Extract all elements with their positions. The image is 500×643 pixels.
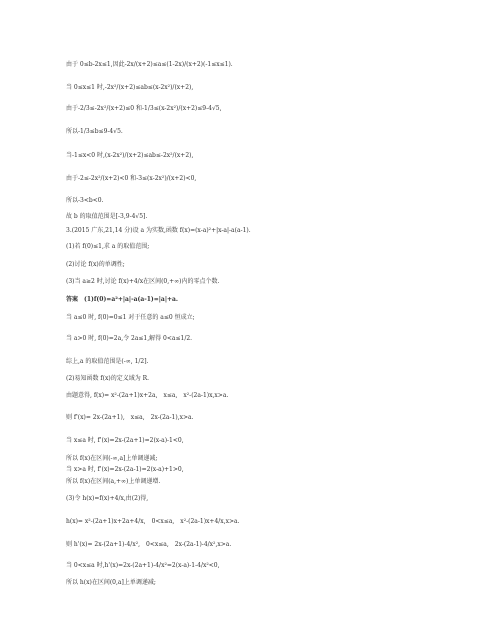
text-line-7: 所以-3<b<0. [66, 197, 104, 204]
text-line-17: (2)易知函数 f(x)的定义域为 R. [66, 375, 150, 382]
piecewise-h-derivative: 则 h'(x)= 2x-(2a+1)-4/x², 0<x≤a, 2x-(2a-1)-4/x²,x>a. [66, 541, 232, 548]
text-line-28: 所以 h(x)在区间(0,a]上单调递减; [66, 579, 156, 586]
piecewise-h: h(x)= x²-(2a+1)x+2a+4/x, 0<x≤a, x²-(2a-1)x+4/x,x>a. [66, 518, 240, 525]
text-line-5: 当-1≤x<0 时,(x-2x²)/(x+2)≤ab≤-2x²/(x+2), [66, 152, 194, 159]
text-line-16: 综上,a 的取值范围是(-∞, 1/2]. [66, 358, 149, 365]
text-line-6: 由于-2≤-2x²/(x+2)<0 和-3≤(x-2x²)/(x+2)<0, [66, 175, 197, 182]
text-line-4: 所以-1/3≤b≤9-4√5. [66, 128, 123, 135]
question-3: (3)当 a≥2 时,讨论 f(x)+4/x在区间(0,+∞)内的零点个数. [66, 278, 220, 285]
text-line-14: 当 a≤0 时, f(0)=0≤1 对于任意的 a≤0 恒成立; [66, 314, 195, 321]
text-line-24: (3)令 h(x)=f(x)+4/x,由(2)得, [66, 495, 149, 502]
text-line-23: 所以 f(x)在区间(a,+∞)上单调递增. [66, 478, 161, 485]
answer-heading: 答案 (1)f(0)=a²+|a|-a(a-1)=|a|+a. [66, 296, 179, 303]
text-line-15: 当 a>0 时, f(0)=2a,令 2a≤1,解得 0<a≤1/2. [66, 335, 193, 342]
text-line-21: 所以 f(x)在区间(-∞,a]上单调递减; [66, 455, 158, 462]
piecewise-f: 由题意得, f(x)= x²-(2a+1)x+2a, x≤a, x²-(2a-1)x,x>a. [66, 392, 229, 399]
question-1: (1)若 f(0)≤1,求 a 的取值范围; [66, 243, 150, 250]
piecewise-f-derivative: 则 f'(x)= 2x-(2a+1), x≤a, 2x-(2a-1),x>a. [66, 414, 194, 421]
text-line-8: 故 b 的取值范围是[-3,9-4√5]. [66, 213, 148, 220]
problem-statement: 3.(2015 广东,21,14 分)设 a 为实数,函数 f(x)=(x-a)²+|x-a|-a(a-1). [66, 227, 251, 234]
text-line-27: 当 0<x≤a 时,h'(x)=2x-(2a+1)-4/x²=2(x-a)-1-4/x²<0, [66, 562, 220, 569]
question-2: (2)讨论 f(x)的单调性; [66, 261, 125, 268]
text-line-1: 由于 0≤b-2x≤1,因此-2x/(x+2)≤a≤(1-2x)/(x+2)(-1≤x≤1). [66, 61, 233, 68]
text-line-3: 由于-2/3≤-2x²/(x+2)≤0 和-1/3≤(x-2x²)/(x+2)≤9-4√5, [66, 105, 222, 112]
text-line-22: 当 x>a 时, f'(x)=2x-(2a-1)=2(x-a)+1>0, [66, 466, 184, 473]
text-line-20: 当 x≤a 时, f'(x)=2x-(2a+1)=2(x-a)-1<0, [66, 437, 184, 444]
text-line-2: 当 0≤x≤1 时,-2x²/(x+2)≤ab≤(x-2x²)/(x+2), [66, 84, 194, 91]
